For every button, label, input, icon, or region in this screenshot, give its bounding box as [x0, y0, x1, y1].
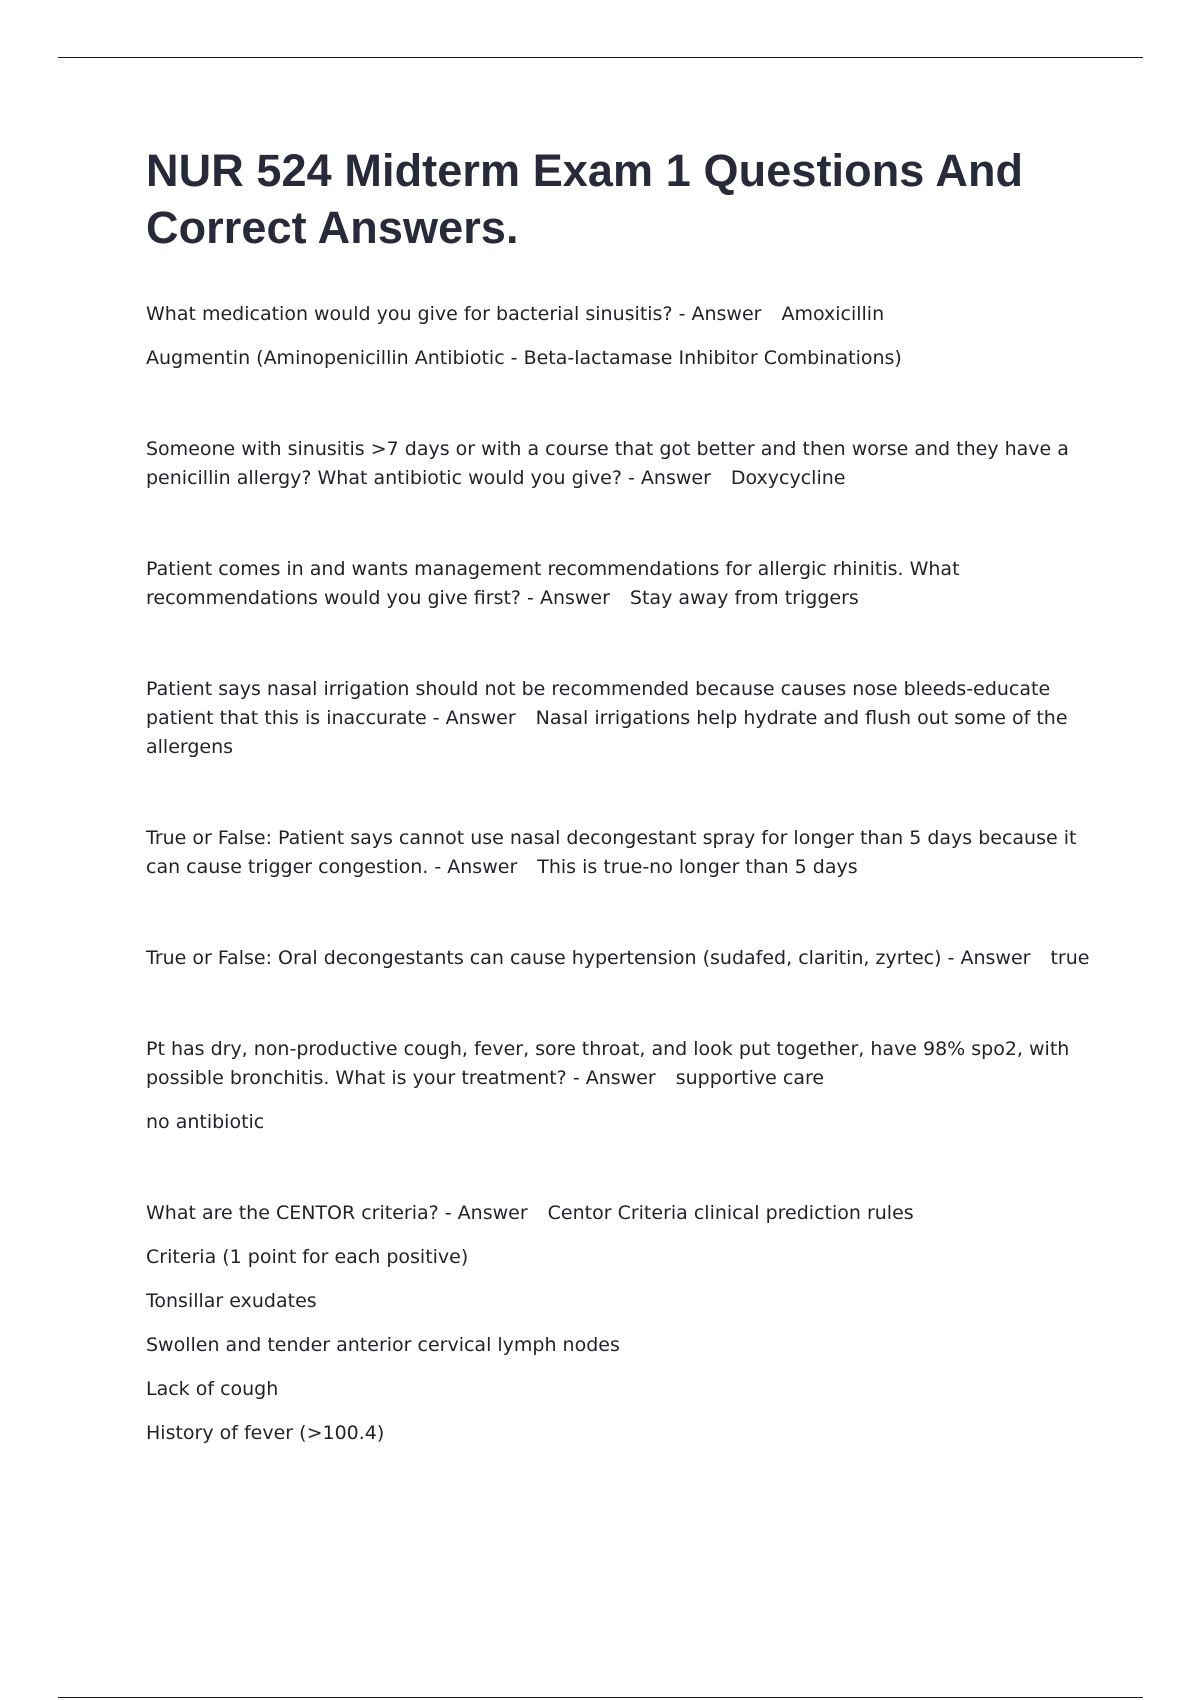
qa-line	[146, 675, 1096, 762]
question-text: True or False: Patient says cannot use nasal decongestant spray for longer than 5 days because it can cause trigger congestion.	[146, 827, 1077, 878]
answer-marker: - Answer	[678, 303, 762, 325]
answer-text: Amoxicillin	[781, 303, 885, 325]
qa-item	[146, 1035, 1096, 1137]
qa-line	[146, 944, 1096, 973]
qa-line	[146, 435, 1096, 493]
qa-item	[146, 675, 1096, 762]
question-text: True or False: Oral decongestants can cause hypertension (sudafed, claritin, zyrtec)	[146, 947, 942, 969]
answer-marker: - Answer	[527, 587, 610, 609]
qa-item	[146, 435, 1096, 493]
qa-item	[146, 944, 1096, 973]
answer-text: Nasal irrigations help hydrate and flush out some of the allergens	[146, 707, 1068, 758]
answer-marker: - Answer	[628, 467, 711, 489]
question-text: What medication would you give for bacterial sinusitis?	[146, 303, 673, 325]
answer-marker: - Answer	[432, 707, 516, 729]
qa-item	[146, 1199, 1096, 1448]
qa-item	[146, 300, 1096, 373]
answer-text: Doxycycline	[730, 467, 846, 489]
answer-extra-line: Criteria (1 point for each positive)	[146, 1246, 469, 1268]
answer-marker: - Answer	[572, 1067, 656, 1089]
answer-extra-line: Lack of cough	[146, 1378, 279, 1400]
answer-extra-line: History of fever (>100.4)	[146, 1422, 385, 1444]
question-text: Patient comes in and wants management recommendations for allergic rhinitis. What recommendations would you give first?	[146, 558, 960, 609]
answer-marker: - Answer	[434, 856, 518, 878]
answer-marker: - Answer	[444, 1202, 528, 1224]
document-body	[146, 142, 1096, 1510]
answer-text: Centor Criteria clinical prediction rules	[547, 1202, 914, 1224]
qa-line	[146, 1035, 1096, 1093]
qa-item	[146, 555, 1096, 613]
answer-marker: - Answer	[947, 947, 1031, 969]
answer-text: This is true-no longer than 5 days	[537, 856, 858, 878]
question-text: What are the CENTOR criteria?	[146, 1202, 439, 1224]
bottom-rule	[58, 1697, 1143, 1698]
answer-extra-line: Tonsillar exudates	[146, 1290, 317, 1312]
answer-extra-line: Augmentin (Aminopenicillin Antibiotic - Beta-lactamase Inhibitor Combinations)	[146, 347, 902, 369]
qa-line	[146, 555, 1096, 613]
page-title: NUR 524 Midterm Exam 1 Questions And Correct Answers.	[146, 145, 1024, 253]
answer-extra-line: Swollen and tender anterior cervical lymph nodes	[146, 1334, 620, 1356]
question-text: Someone with sinusitis >7 days or with a course that got better and then worse and they have a penicillin allergy? What antibiotic would you give?	[146, 438, 1069, 489]
qa-list	[146, 300, 1096, 1448]
qa-item	[146, 824, 1096, 882]
answer-text: true	[1050, 947, 1090, 969]
top-rule	[58, 57, 1143, 58]
qa-line	[146, 300, 1096, 329]
answer-text: Stay away from triggers	[629, 587, 859, 609]
qa-line	[146, 1199, 1096, 1228]
answer-text: supportive care	[675, 1067, 825, 1089]
answer-extra-line: no antibiotic	[146, 1111, 265, 1133]
question-text: Pt has dry, non-productive cough, fever, sore throat, and look put together, have 98% spo2, with possible bronchitis. What is your treatment?	[146, 1038, 1070, 1089]
question-text: Patient says nasal irrigation should not be recommended because causes nose bleeds-educate patient that this is inaccurate	[146, 678, 1051, 729]
qa-line	[146, 824, 1096, 882]
